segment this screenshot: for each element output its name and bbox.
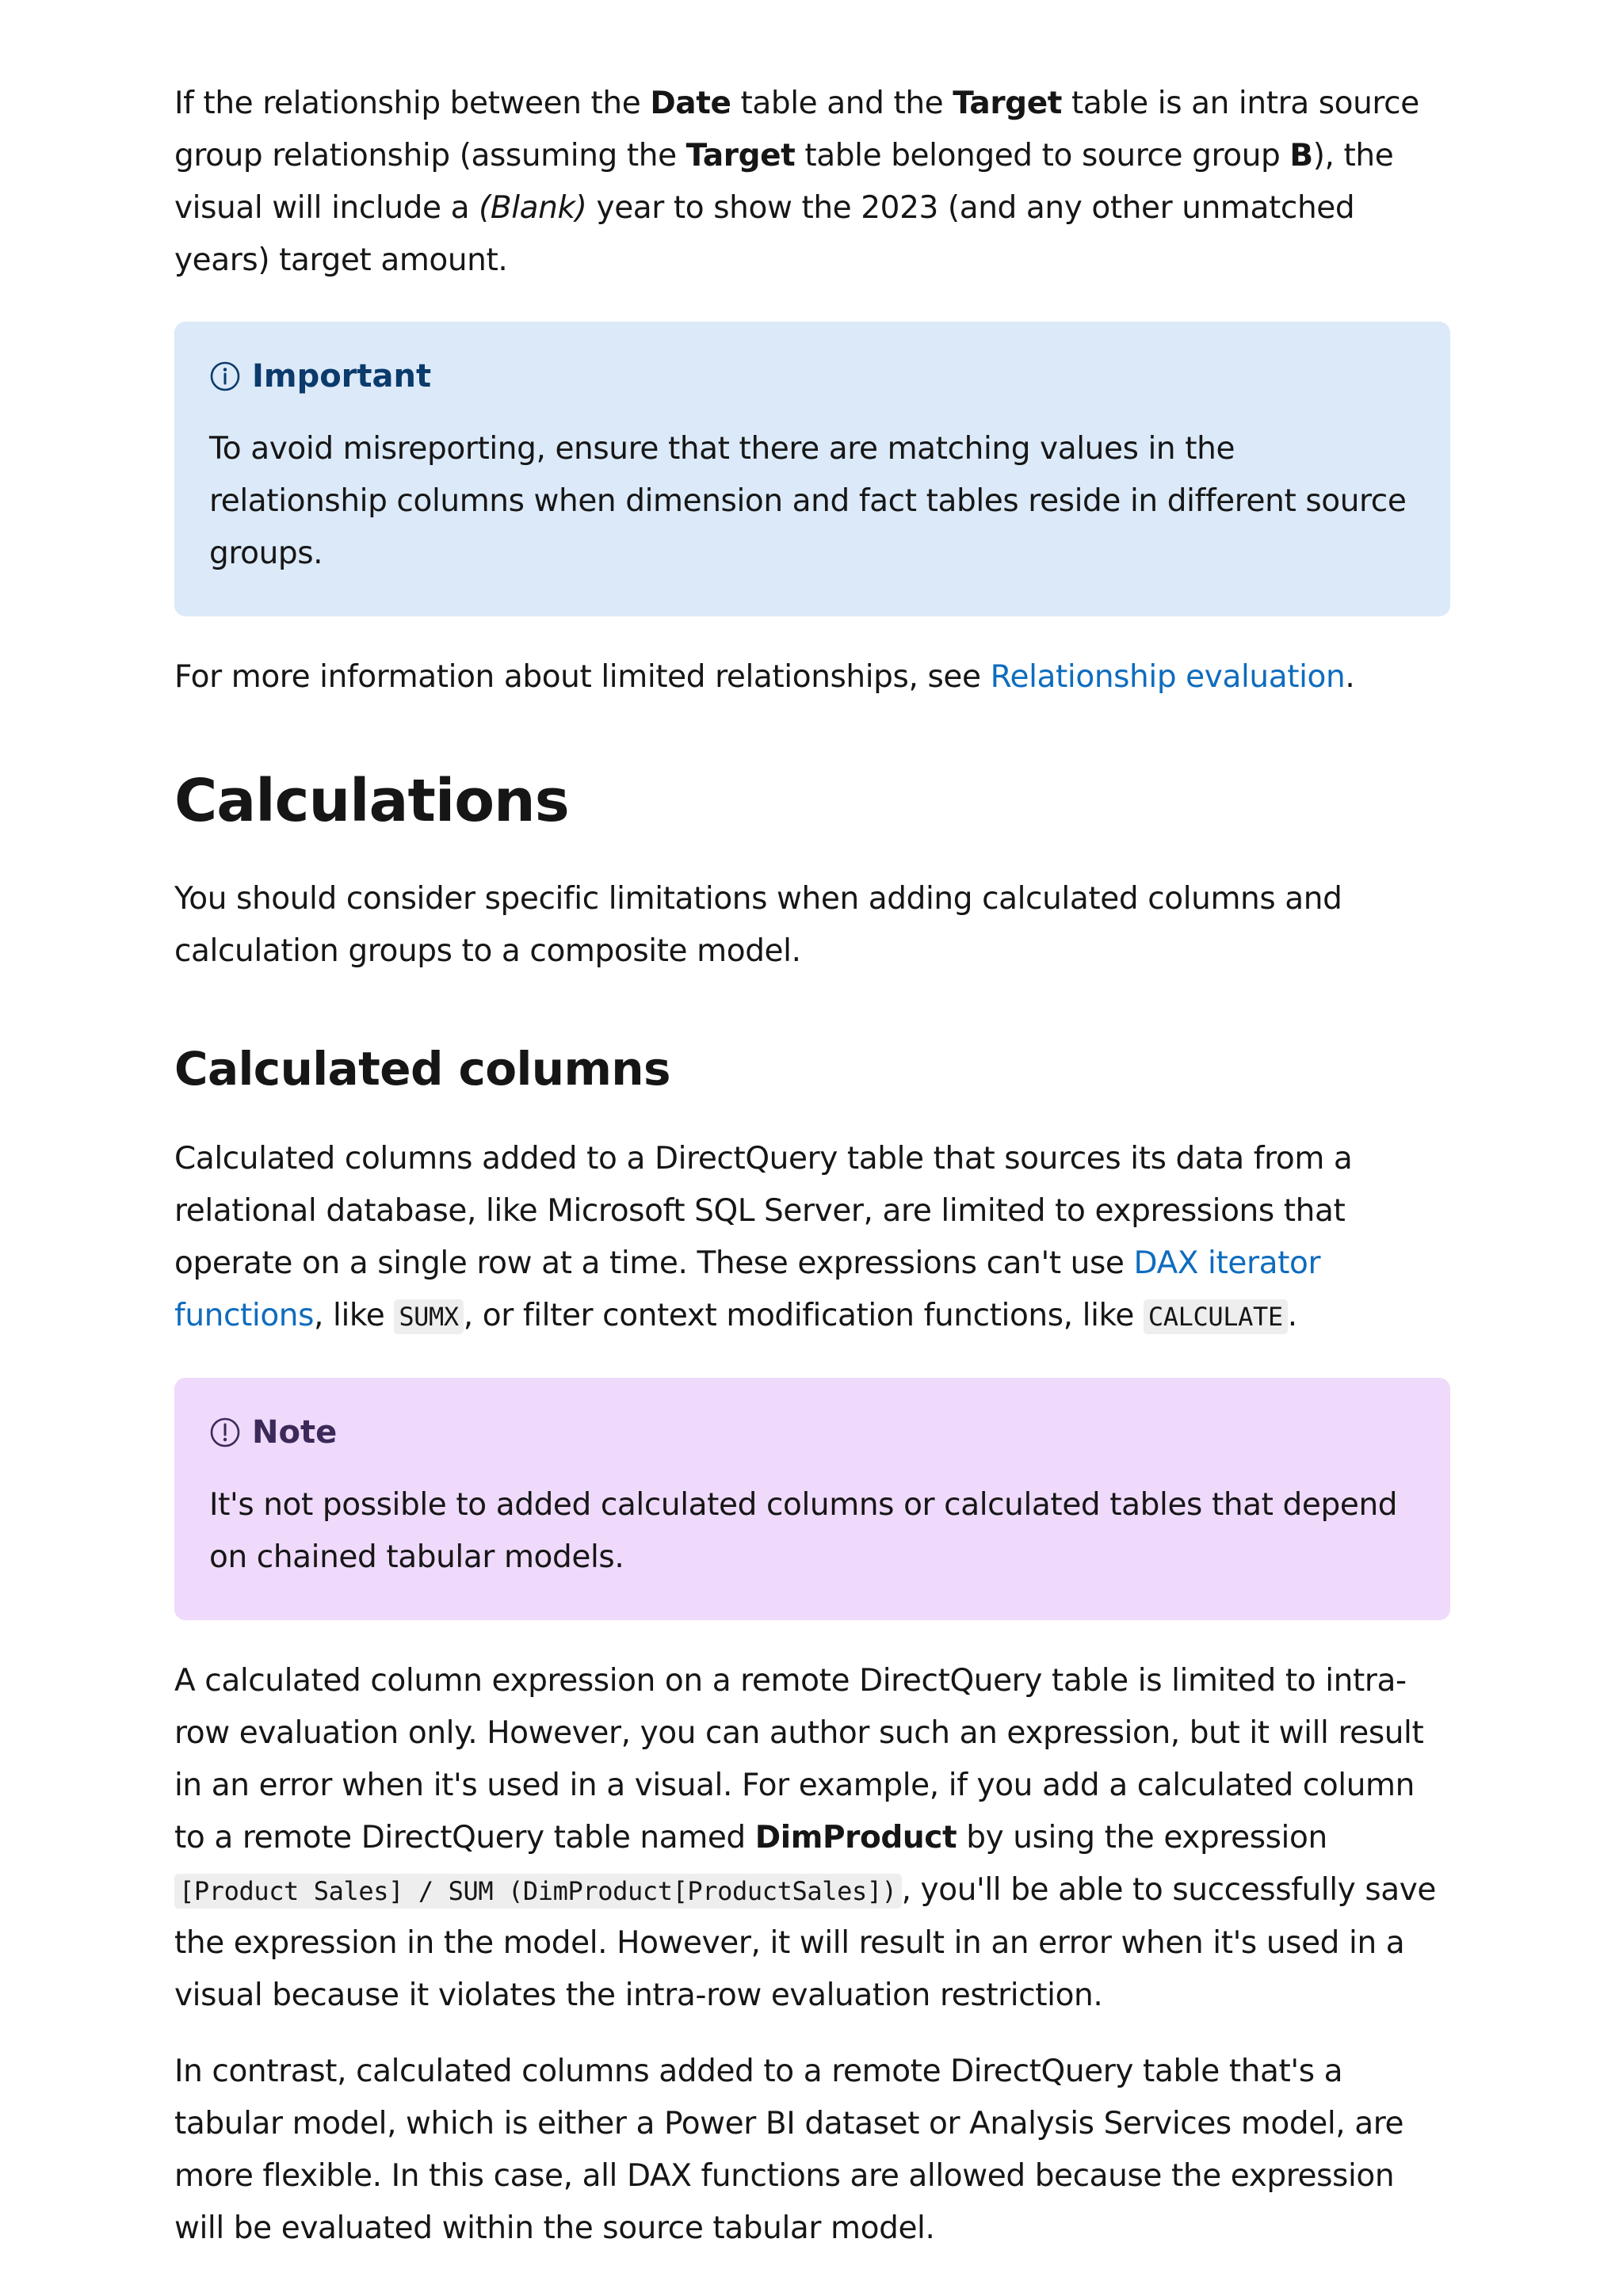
important-title-text: Important	[252, 358, 432, 395]
expression-code: [Product Sales] / SUM (DimProduct[ProductSales])	[174, 1874, 902, 1909]
source-group-name: B	[1289, 138, 1313, 174]
dax-iterator-functions-link[interactable]: DAX iterator functions	[174, 1245, 1321, 1333]
calculated-columns-heading: Calculated columns	[174, 1042, 670, 1096]
relationship-evaluation-link[interactable]: Relationship evaluation	[990, 659, 1346, 695]
dimproduct-table-name: DimProduct	[754, 1820, 957, 1855]
important-callout	[174, 322, 1450, 616]
target-table-name-2: Target	[685, 138, 796, 174]
note-callout	[174, 1378, 1450, 1620]
exclamation-circle-icon	[209, 1417, 241, 1448]
note-callout-text: It's not possible to added calculated columns or calculated tables that depend on chained tabular models.	[209, 1487, 1398, 1575]
intro-paragraph: If the relationship between the Date table and the Target table is an intra source group relationship (assuming the Target table belonged to source group B), the visual will include a (Blank) year to show the 2023 (and any other unmatched years) target amount.	[174, 86, 1419, 278]
more-info-paragraph: For more information about limited relationships, see Relationship evaluation.	[174, 659, 1355, 695]
sumx-code: SUMX	[394, 1299, 463, 1334]
info-icon	[209, 360, 241, 392]
important-callout-title	[209, 357, 1415, 396]
calculations-heading: Calculations	[174, 767, 569, 835]
note-title-text: Note	[252, 1414, 338, 1451]
target-table-name: Target	[953, 86, 1062, 121]
calculated-columns-paragraph: Calculated columns added to a DirectQuery table that sources its data from a relational database, like Microsoft SQL Server, are limited to expressions that operate on a single row at a time. These expressions can't use DAX iterator functions, like SUMX , or filter context modification functions, like CALCULATE .	[174, 1141, 1353, 1333]
important-callout-text: To avoid misreporting, ensure that there are matching values in the relationship columns when dimension and fact tables reside in different source groups.	[209, 431, 1407, 571]
note-callout-title	[209, 1413, 1415, 1452]
calculate-code: CALCULATE	[1144, 1299, 1288, 1334]
blank-label: (Blank)	[479, 190, 587, 226]
calculations-paragraph: You should consider specific limitations when adding calculated columns and calculation groups to a composite model.	[174, 881, 1342, 969]
remote-directquery-paragraph: A calculated column expression on a remote DirectQuery table is limited to intra-row evaluation only. However, you can author such an expression, but it will result in an error when it's used in a visual. For example, if you add a calculated column to a remote DirectQuery table named DimProduct by using the expression [Product Sales] / SUM (DimProduct[ProductSales]) , you'll be able to successfully save the expression in the model. However, it will result in an error when it's used in a visual because it violates the intra-row evaluation restriction.	[174, 1663, 1437, 2013]
date-table-name: Date	[650, 86, 731, 121]
contrast-paragraph: In contrast, calculated columns added to a remote DirectQuery table that's a tabular model, which is either a Power BI dataset or Analysis Services model, are more flexible. In this case, all DAX functions are allowed because the expression will be evaluated within the source tabular model.	[174, 2054, 1404, 2246]
article-content	[174, 78, 1450, 2255]
